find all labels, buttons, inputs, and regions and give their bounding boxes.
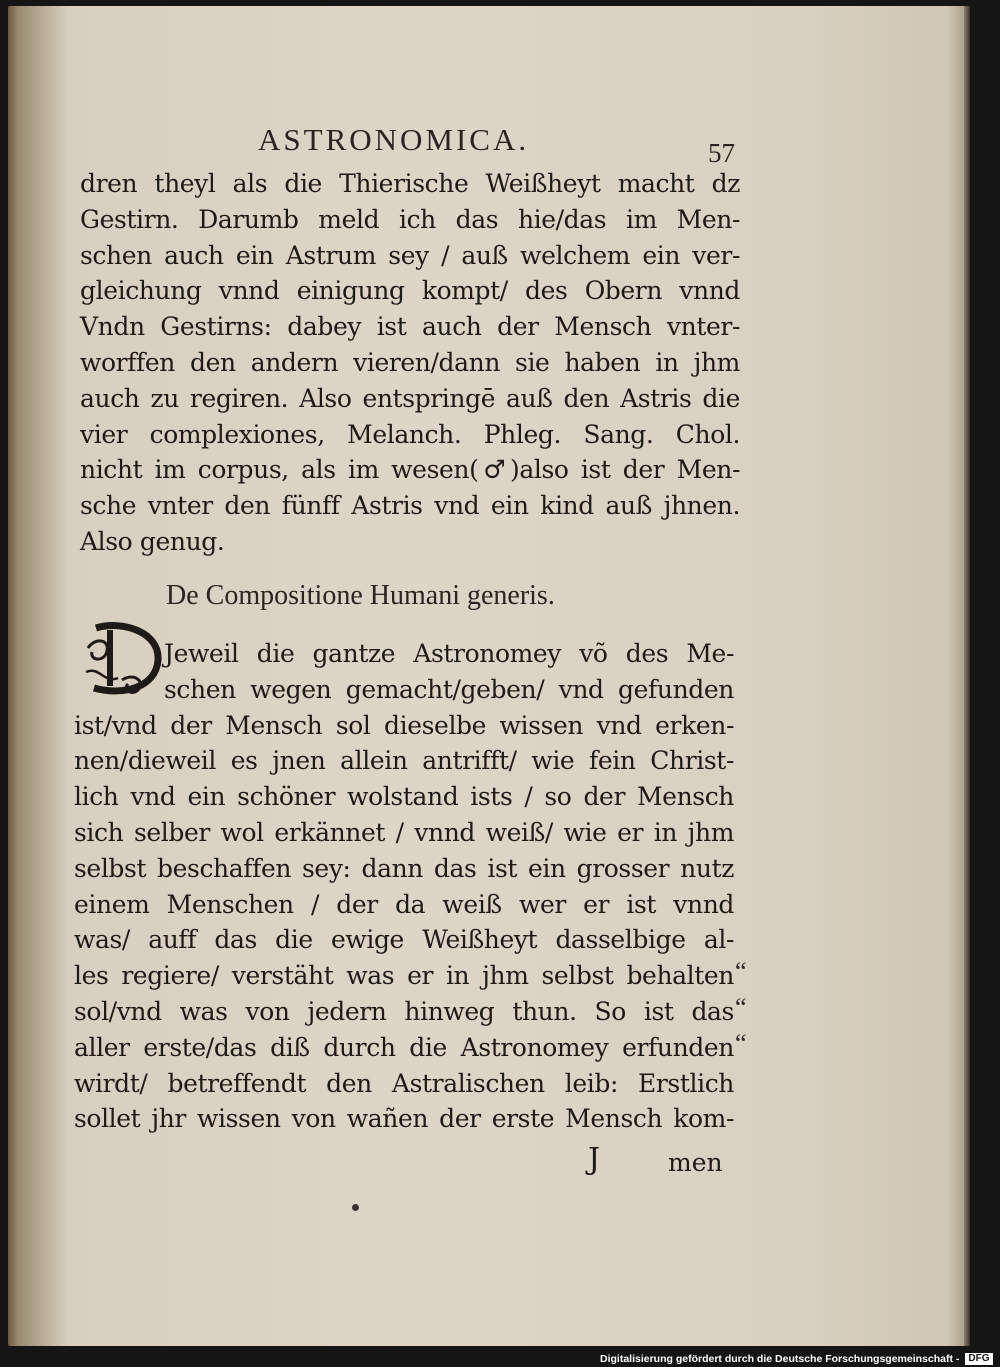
text-line: aller erste/das diß durch die Astronomey erfunden [74, 1032, 734, 1062]
text-line: sol/vnd was von jedern hinweg thun. So ist das [74, 996, 734, 1026]
text-line: Gestirn. Darumb meld ich das hie/das im Men- [80, 204, 740, 234]
quote-mark: “ [735, 992, 747, 1022]
text-line: gleichung vnnd einigung kompt/ des Obern vnnd [80, 276, 740, 306]
page-number: 57 [708, 138, 735, 168]
footer-text: Digitalisierung gefördert durch die Deutsche Forschungsgemeinschaft - [600, 1353, 960, 1365]
text-line: auch zu regiren. Also entspringē auß den Astris die [80, 383, 740, 413]
paragraph-1 [80, 166, 740, 560]
signature-mark: J [588, 1142, 601, 1177]
paragraph-2 [74, 636, 734, 1137]
page-edge [964, 6, 970, 1346]
text-line: schen wegen gemacht/geben/ vnd gefunden [164, 674, 734, 704]
text-line: wirdt/ betreffendt den Astralischen leib: Erstlich [74, 1068, 734, 1098]
ink-spot [352, 1204, 359, 1211]
text-line: schen auch ein Astrum sey / auß welchem ein ver- [80, 240, 740, 270]
running-head: ASTRONOMICA. [258, 122, 530, 157]
text-line: was/ auff das die ewige Weißheyt dasselbige al- [74, 925, 734, 955]
section-heading: De Compositione Humani generis. [166, 580, 555, 611]
text-line: nicht im corpus, als im wesen(♂)also ist der Men- [80, 455, 740, 485]
text-line: les regiere/ verstäht was er in jhm selbst behalten [74, 961, 734, 991]
text-line: Also genug. [80, 526, 225, 556]
text-line: lich vnd ein schöner wolstand ists / so der Mensch [74, 782, 734, 812]
text-line: nen/dieweil es jnen allein antrifft/ wie fein Christ- [74, 746, 734, 776]
text-line: ist/vnd der Mensch sol dieselbe wissen vnd erken- [74, 710, 734, 740]
text-line: dren theyl als die Thierische Weißheyt macht dz [80, 169, 740, 198]
text-line: Jeweil die gantze Astronomey võ des Me- [164, 639, 734, 668]
text-line: worffen den andern vieren/dann sie haben in jhm [80, 347, 740, 377]
text-line: selbst beschaffen sey: dann das ist ein grosser nutz [74, 853, 734, 883]
dfg-logo: DFG [965, 1353, 992, 1365]
quote-mark: “ [735, 957, 747, 986]
text-line: einem Menschen / der da weiß wer er ist vnnd [74, 889, 734, 919]
text-line: vier complexiones, Melanch. Phleg. Sang. Chol. [80, 419, 740, 449]
quote-mark: “ [735, 1028, 747, 1058]
marginal-quote-marks [735, 954, 765, 1061]
text-line: sche vnter den fünff Astris vnd ein kind auß jhnen. [80, 491, 740, 521]
footer-credit [600, 1351, 993, 1367]
text-line: Vndn Gestirns: dabey ist auch der Mensch vnter- [80, 312, 740, 342]
text-line: sollet jhr wissen von wañen der erste Mensch kom- [74, 1104, 734, 1134]
catchword: men [668, 1148, 723, 1177]
text-line: sich selber wol erkännet / vnnd weiß/ wie er in jhm [74, 817, 734, 847]
